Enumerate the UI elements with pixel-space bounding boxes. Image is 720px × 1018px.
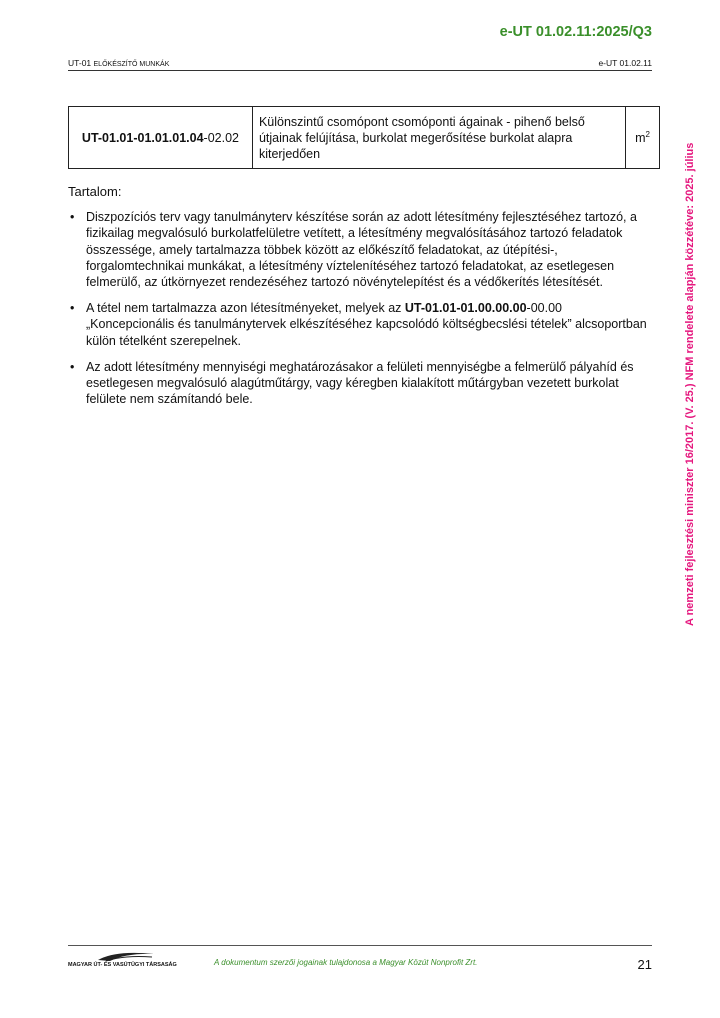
content-heading: Tartalom:: [68, 184, 122, 199]
page-number: 21: [637, 957, 652, 972]
content-bullet-list: [68, 209, 652, 407]
item-row: [69, 107, 660, 169]
running-header: [68, 58, 652, 71]
list-item-text-post: -00.00 „Koncepcionális és tanulmánytervek elkészítéséhez kapcsolódó költségbecslési tételek” alcsoportban külön tételként szerepelnek.: [86, 301, 647, 348]
footer-divider: [68, 945, 652, 946]
list-item-code-bold: UT-01.01-01.00.00.00: [404, 301, 527, 316]
company-logo: [68, 950, 177, 974]
item-table: [68, 106, 660, 169]
logo-text: MAGYAR ÚT- ÉS VASÚTÜGYI TÁRSASÁG: [68, 962, 177, 968]
list-item: [68, 209, 652, 290]
footer-copyright: A dokumentum szerzői jogainak tulajdonosa a Magyar Közút Nonprofit Zrt.: [214, 958, 478, 967]
bullet-icon: •: [70, 359, 75, 374]
header-document-ref: e-UT 01.02.11: [598, 58, 652, 68]
item-code-bold: UT-01.01-01.01.01.04: [81, 130, 204, 145]
logo-swoosh-icon: [96, 950, 156, 962]
list-item-text: Diszpozíciós terv vagy tanulmányterv készítése során az adott létesítmény fejlesztéséhez tartozó, a fizikailag megvalósuló burkolatfelületre vetített, a létesítmény megvalósításához tartozó feladatok összessége, amely tartalmazza többek között az előkészítő feladatokat, az útépítési-, forgalomtechnikai munkákat, a létesítmény víztelenítéséhez tartozó feladatokat, az esetlegesen felmerülő, az útkörnyezet rendezéséhez tartozó növénytelepítést és a védőkerítés létesítését.: [86, 210, 637, 290]
list-item: [68, 300, 652, 349]
header-chapter-title: ELŐKÉSZÍTŐ MUNKÁK: [93, 61, 170, 68]
item-unit: [626, 107, 660, 169]
side-publication-note: A nemzeti fejlesztési miniszter 16/2017. (V. 25.) NFM rendelete alapján közzétéve: 2025. július: [684, 142, 696, 626]
bullet-icon: •: [70, 210, 75, 225]
header-chapter: [68, 58, 169, 68]
item-code-suffix: -02.02: [203, 130, 239, 145]
document-code: e-UT 01.02.11:2025/Q3: [499, 24, 652, 40]
content-section: [68, 184, 652, 417]
list-item-text-pre: A tétel nem tartalmazza azon létesítményeket, melyek az: [86, 301, 405, 316]
item-unit-exponent: 2: [645, 129, 650, 139]
item-unit-base: m: [635, 131, 646, 146]
list-item: [68, 359, 652, 408]
item-code-cell: [69, 107, 253, 169]
header-chapter-prefix: UT-01: [68, 58, 94, 68]
item-description: Különszintű csomópont csomóponti ágainak - pihenő belső útjainak felújítása, burkolat megerősítése burkolat alapra kiterjedően: [252, 107, 625, 169]
bullet-icon: •: [70, 301, 75, 316]
list-item-text: Az adott létesítmény mennyiségi meghatározásakor a felületi mennyiségbe a felmerülő pályahíd és esetlegesen megvalósuló alagútműtárgy, vagy kéregben kialakított műtárgyban vezetett burkolat felülete nem számítandó bele.: [86, 359, 634, 407]
